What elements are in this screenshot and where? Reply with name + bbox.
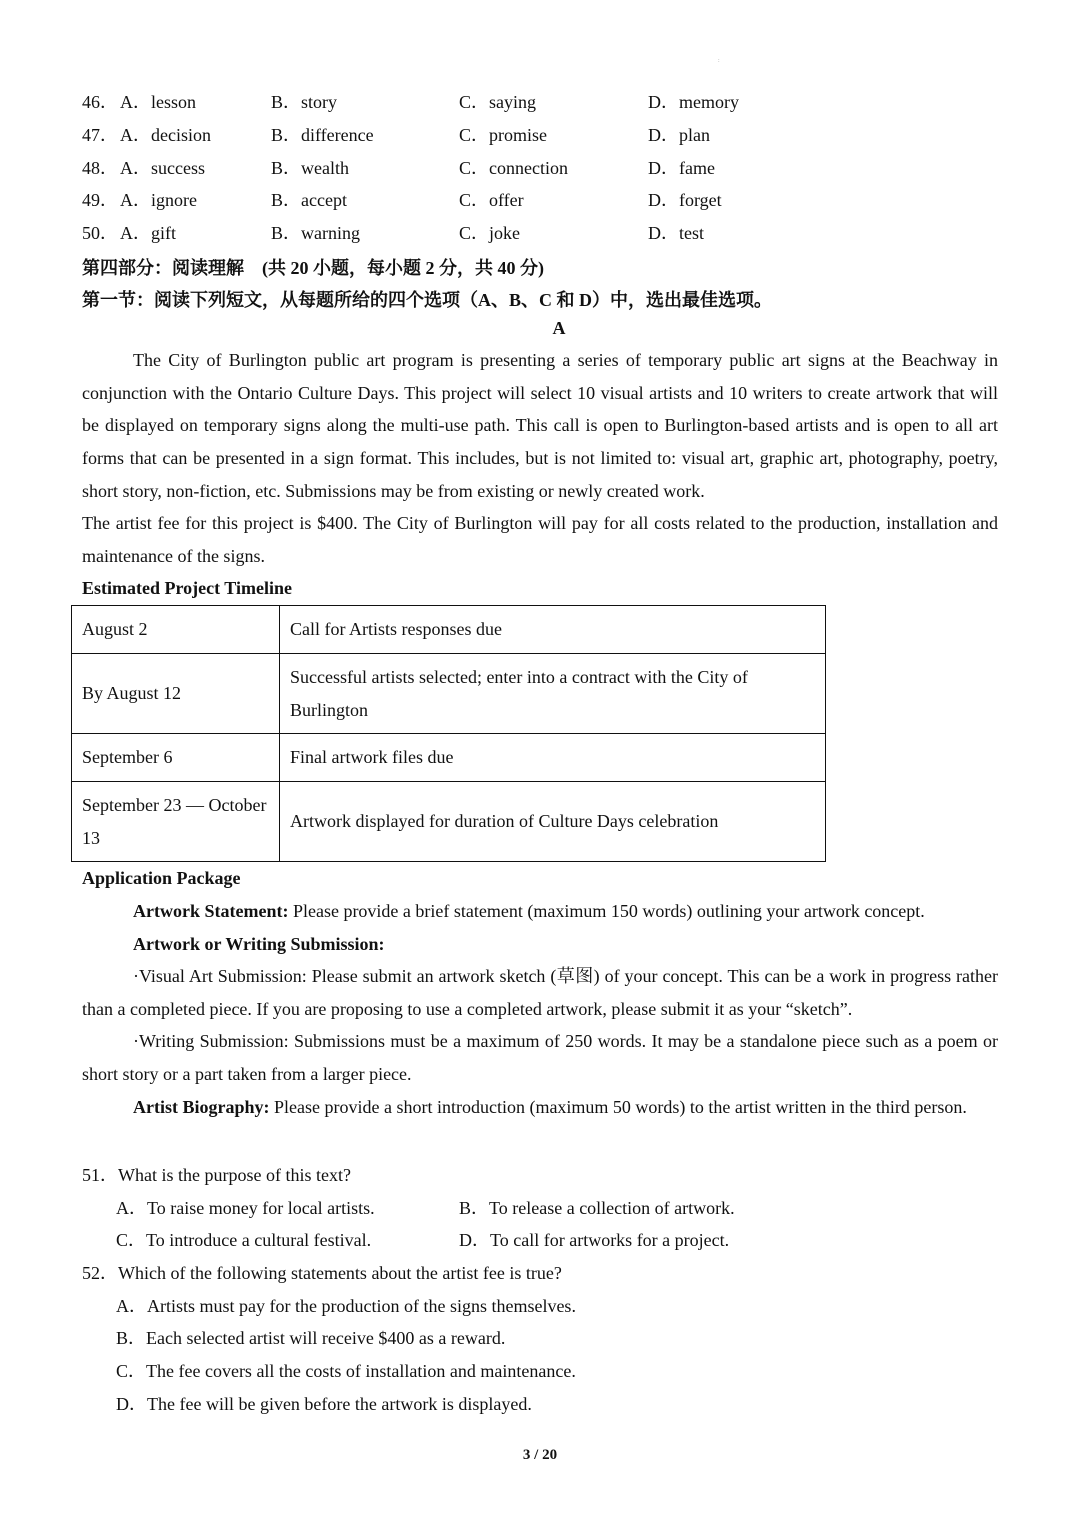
option-a: A．lesson (120, 92, 196, 112)
timeline-table (71, 605, 826, 862)
question-number: 49． (82, 190, 118, 210)
corner-mark: : (718, 58, 720, 64)
option-a: A．gift (120, 223, 176, 243)
option-b: B．wealth (271, 158, 349, 178)
visual-submission: ·Visual Art Submission: Please submit an artwork sketch (草图) of your concept. This can be a work in progress rather than a completed piece. If you are proposing to use a completed artwork, please submit it as your “sketch”. (82, 966, 998, 1019)
artwork-statement-label: Artwork Statement: (133, 901, 289, 921)
page-number: 3 / 20 (522, 1447, 558, 1463)
question-number: 48． (82, 158, 118, 178)
timeline-event: Artwork displayed for duration of Culture Days celebration (280, 782, 826, 862)
timeline-date: September 6 (72, 734, 280, 782)
question-51-option-c: C．To introduce a cultural festival. (116, 1230, 372, 1250)
question-51-stem: 51．What is the purpose of this text? (82, 1165, 351, 1185)
artist-biography (82, 1091, 998, 1124)
option-c: C．offer (459, 190, 524, 210)
option-d: D．memory (648, 92, 739, 112)
question-number: 46． (82, 92, 118, 112)
option-b: B．story (271, 92, 338, 112)
option-c: C．joke (459, 223, 520, 243)
question-51-option-a: A．To raise money for local artists. (116, 1198, 375, 1218)
biography-text: Please provide a short introduction (maximum 50 words) to the artist written in the third person. (269, 1097, 967, 1117)
question-51-option-b: B．To release a collection of artwork. (459, 1198, 735, 1218)
writing-submission: ·Writing Submission: Submissions must be a maximum of 250 words. It may be a standalone piece such as a poem or short story or a part taken from a larger piece. (82, 1031, 998, 1084)
submission-heading: Artwork or Writing Submission: (133, 934, 385, 954)
option-c: C．saying (459, 92, 537, 112)
timeline-date: August 2 (72, 606, 280, 654)
timeline-date: September 23 — October 13 (72, 782, 280, 862)
table-row (72, 782, 826, 862)
option-d: D．plan (648, 125, 710, 145)
timeline-heading: Estimated Project Timeline (82, 578, 292, 598)
option-b: B．warning (271, 223, 360, 243)
fee-paragraph: The artist fee for this project is $400. The City of Burlington will pay for all costs related to the production, installation and maintenance of the signs. (82, 513, 998, 566)
option-d: D．forget (648, 190, 722, 210)
option-c: C．connection (459, 158, 568, 178)
question-52-option-c: C．The fee covers all the costs of installation and maintenance. (116, 1361, 576, 1381)
timeline-event: Call for Artists responses due (280, 606, 826, 654)
intro-paragraph: The City of Burlington public art program is presenting a series of temporary public art signs at the Beachway in conjunction with the Ontario Culture Days. This project will select 10 visual artists and 10 writers to create artwork that will be displayed on temporary signs along the multi-use path. This call is open to Burlington-based artists and is open to all art forms that can be presented in a sign format. This includes, but is not limited to: visual art, graphic art, photography, poetry, short story, non-fiction, etc. Submissions may be from existing or newly created work. (82, 350, 998, 501)
option-b: B．difference (271, 125, 374, 145)
question-52-option-b: B．Each selected artist will receive $400 as a reward. (116, 1328, 506, 1348)
option-d: D．fame (648, 158, 715, 178)
question-52-option-a: A．Artists must pay for the production of the signs themselves. (116, 1296, 576, 1316)
question-number: 47． (82, 125, 118, 145)
question-51-option-d: D．To call for artworks for a project. (459, 1230, 730, 1250)
question-number: 50． (82, 223, 118, 243)
table-row (72, 654, 826, 734)
section-instruction: 第一节：阅读下列短文，从每题所给的四个选项（A、B、C 和 D）中，选出最佳选项。 (82, 290, 772, 310)
application-heading: Application Package (82, 868, 241, 888)
question-52-stem: 52．Which of the following statements about the artist fee is true? (82, 1263, 562, 1283)
timeline-event: Successful artists selected; enter into a contract with the City of Burlington (280, 654, 826, 734)
option-a: A．success (120, 158, 205, 178)
option-d: D．test (648, 223, 704, 243)
artwork-statement (82, 895, 998, 928)
table-row (72, 606, 826, 654)
biography-label: Artist Biography: (133, 1097, 270, 1117)
option-a: A．ignore (120, 190, 197, 210)
passage-label: A (552, 318, 566, 338)
option-a: A．decision (120, 125, 211, 145)
option-b: B．accept (271, 190, 347, 210)
table-row (72, 734, 826, 782)
question-52-option-d: D．The fee will be given before the artwork is displayed. (116, 1394, 532, 1414)
option-c: C．promise (459, 125, 547, 145)
timeline-date: By August 12 (72, 654, 280, 734)
timeline-event: Final artwork files due (280, 734, 826, 782)
section-header: 第四部分：阅读理解 (共 20 小题，每小题 2 分，共 40 分) (82, 258, 544, 278)
artwork-statement-text: Please provide a brief statement (maximum 150 words) outlining your artwork concept. (288, 901, 925, 921)
